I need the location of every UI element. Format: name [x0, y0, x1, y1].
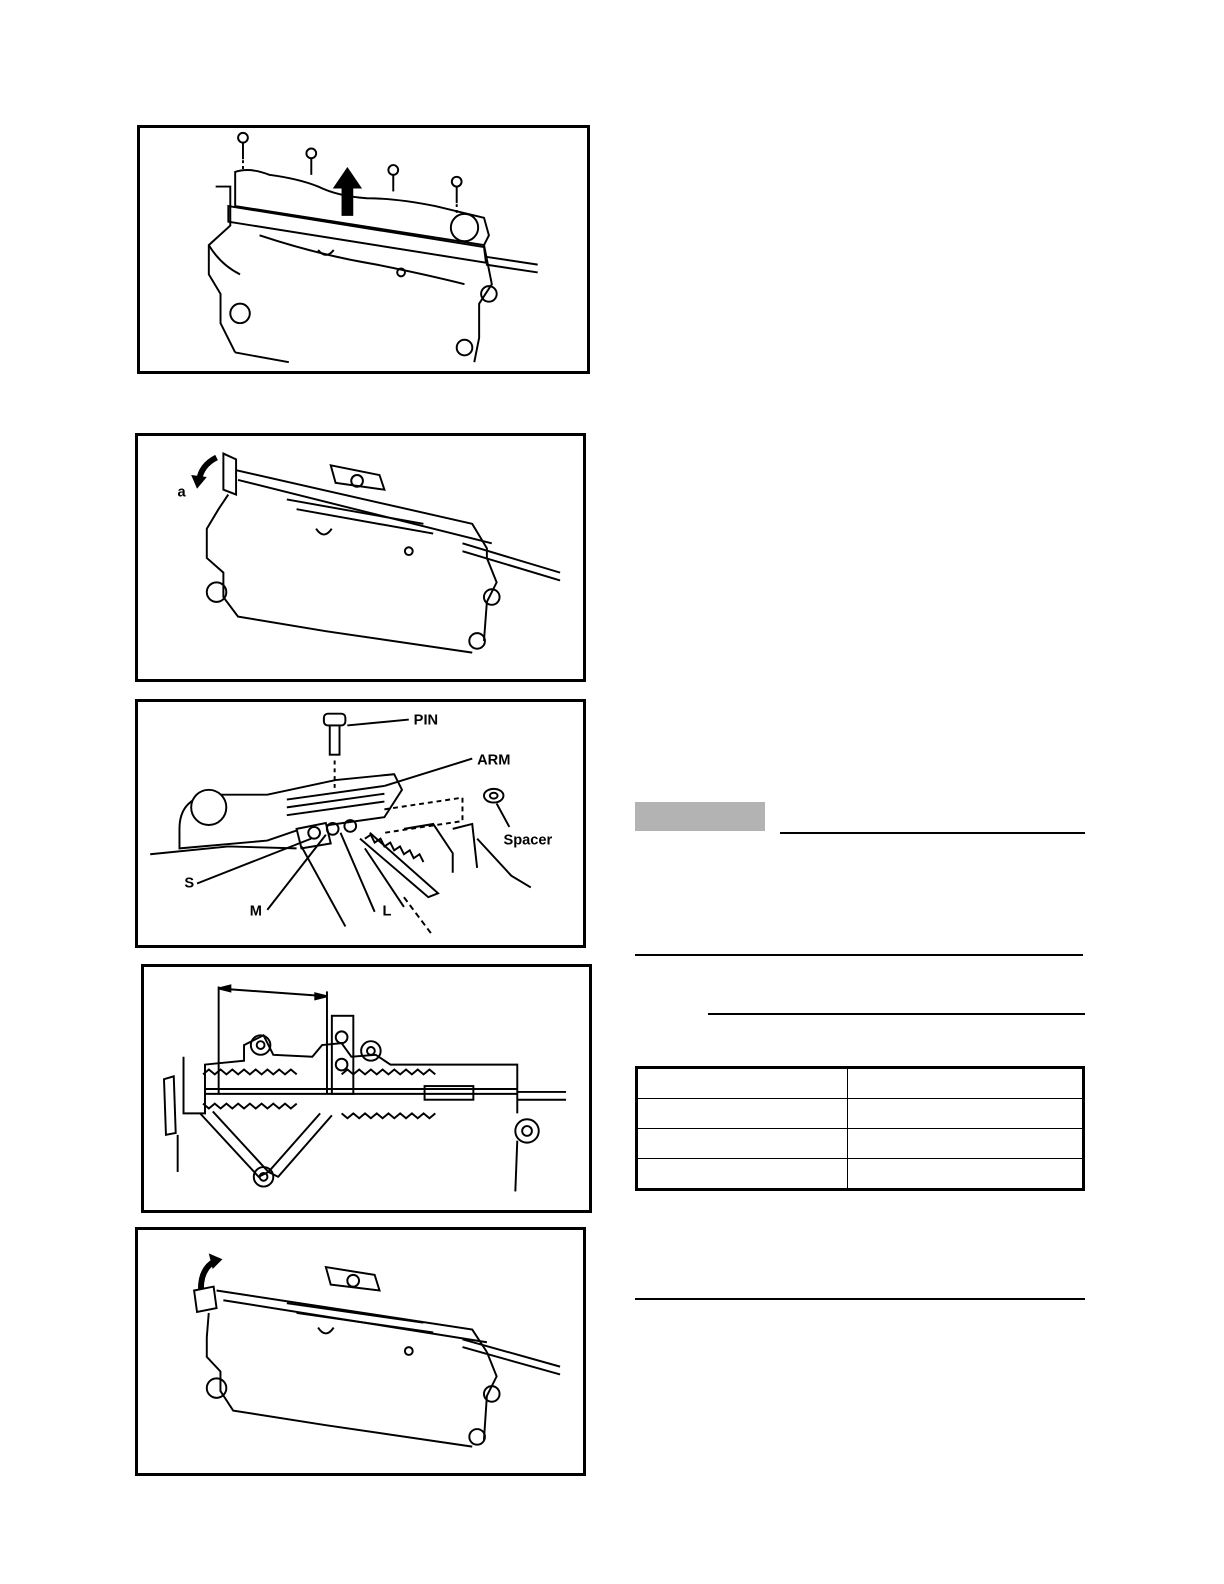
- label-a: a: [177, 484, 186, 501]
- label-s: S: [184, 875, 195, 892]
- arm-pin-illustration: [138, 702, 583, 945]
- spacer-icon: [484, 789, 504, 803]
- label-l: L: [382, 903, 392, 920]
- figure-lever-return: [135, 1227, 586, 1476]
- label-arm: ARM: [477, 752, 511, 769]
- table-cell: [637, 1129, 848, 1159]
- return-arrow-icon: [201, 1253, 222, 1288]
- table-row: [637, 1159, 1084, 1190]
- heading-underline: [708, 1013, 1085, 1015]
- label-spacer: Spacer: [503, 832, 553, 849]
- table-row: [637, 1068, 1084, 1099]
- mechanism-dimension-illustration: [144, 967, 589, 1210]
- label-m: M: [249, 903, 262, 920]
- table-cell: [848, 1099, 1084, 1129]
- table-cell: [848, 1068, 1084, 1099]
- table-cell: [848, 1159, 1084, 1190]
- rotation-arrow-icon: [191, 457, 216, 488]
- figure-cover-removal: [137, 125, 590, 374]
- table-cell: [848, 1129, 1084, 1159]
- table-row: [637, 1129, 1084, 1159]
- figure-arm-pin-detail: [135, 699, 586, 948]
- table-cell: [637, 1159, 848, 1190]
- table-row: [637, 1099, 1084, 1129]
- cover-removal-illustration: [140, 128, 587, 371]
- figure-mechanism-dimension: [141, 964, 592, 1213]
- section-divider: [635, 954, 1083, 956]
- lift-arrow-icon: [333, 167, 362, 216]
- figure-lever-rotation: [135, 433, 586, 682]
- label-pin: PIN: [413, 712, 439, 729]
- lever-return-illustration: [138, 1230, 583, 1473]
- table-cell: [637, 1068, 848, 1099]
- spec-table: [635, 1066, 1085, 1191]
- lever-rotation-illustration: [138, 436, 583, 679]
- note-badge: [635, 802, 765, 831]
- table-cell: [637, 1099, 848, 1129]
- section-divider: [635, 1298, 1085, 1300]
- note-underline: [780, 832, 1085, 834]
- pin-icon: [324, 714, 345, 755]
